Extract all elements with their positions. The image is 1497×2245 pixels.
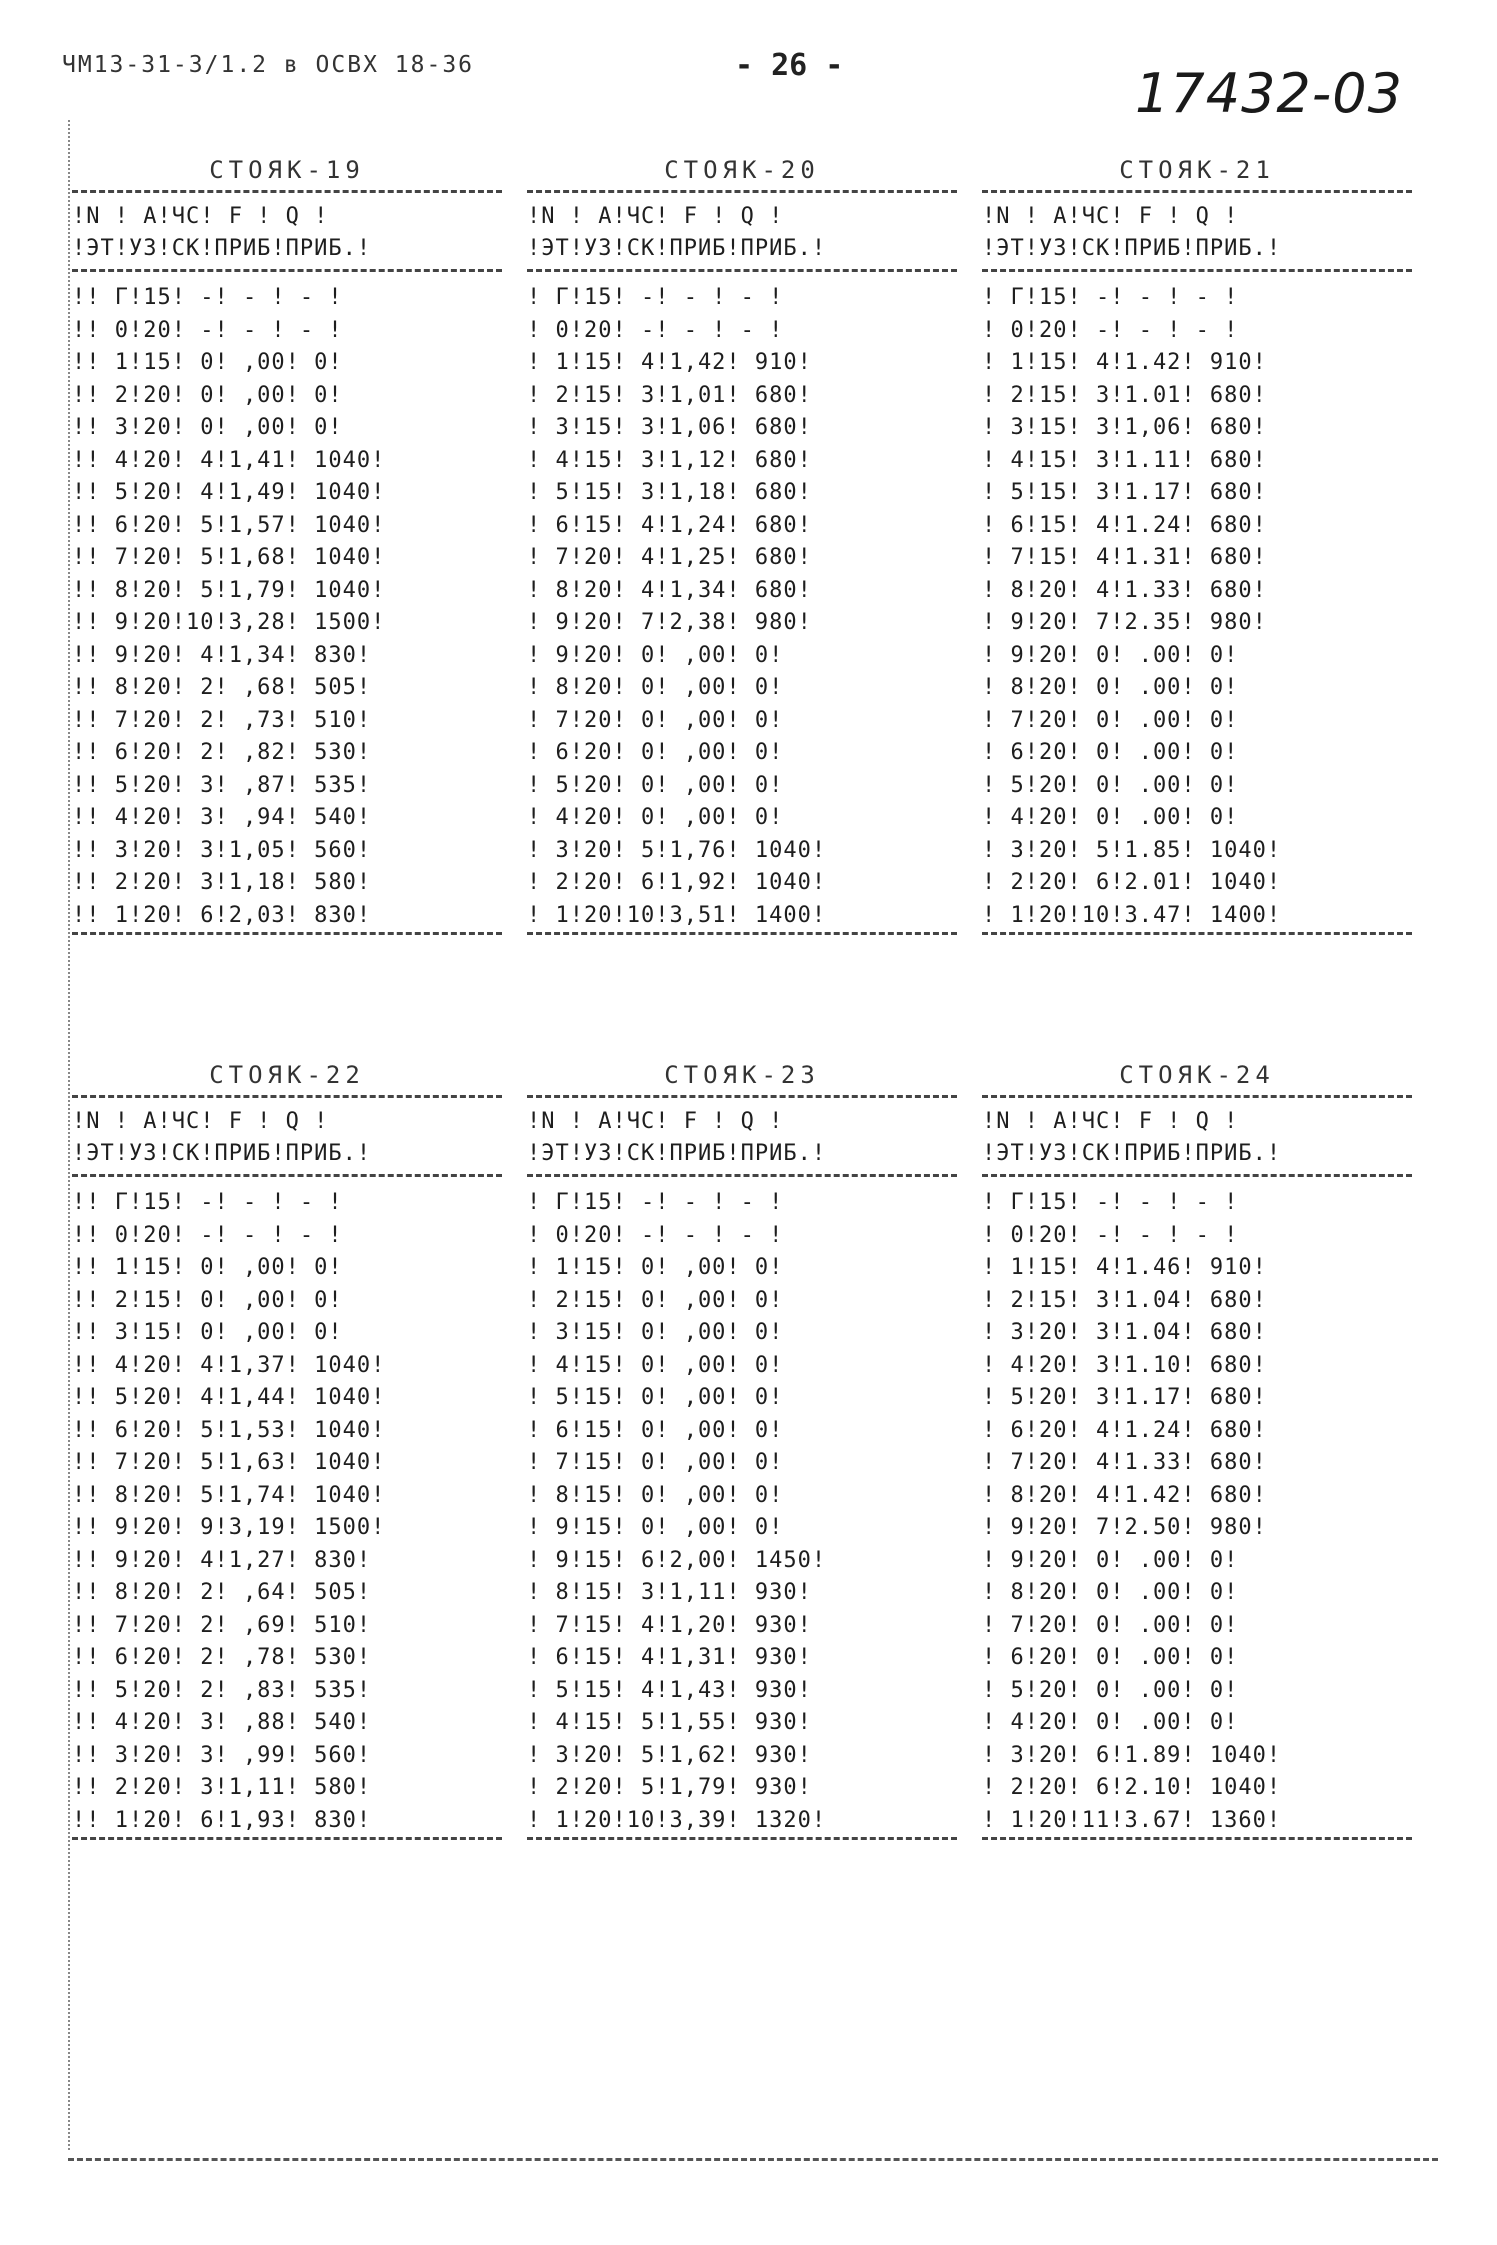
table-row: !! 8!20! 2! ,64! 505! (72, 1580, 372, 1605)
table-row: ! 2!15! 3!1.01! 680! (982, 382, 1267, 408)
column-header (527, 193, 957, 269)
table-row: !! 8!20! 2! ,68! 505! (72, 675, 372, 700)
table-row: ! 8!15! 0! ,00! 0! (527, 1482, 784, 1508)
table-row: ! 1!15! 4!1.42! 910! (982, 350, 1267, 375)
table-row: !! 1!20! 6!1,93! 830! (72, 1807, 372, 1833)
column-header-line-2: !ЭТ!УЗ!СК!ПРИБ!ПРИБ.! (527, 1141, 827, 1166)
riser-table-21 (982, 150, 1412, 935)
table-row: !! 4!20! 3! ,88! 540! (72, 1710, 372, 1735)
table-rows (527, 272, 957, 932)
table-row: ! 8!20! 4!1.33! 680! (982, 577, 1267, 603)
table-row: !! 9!20!10!3,28! 1500! (72, 610, 386, 635)
table-row: ! 9!20! 7!2.50! 980! (982, 1515, 1267, 1540)
column-header (527, 1098, 957, 1174)
table-row: ! 2!15! 3!1,01! 680! (527, 382, 812, 408)
column-header-line-2: !ЭТ!УЗ!СК!ПРИБ!ПРИБ.! (982, 236, 1282, 261)
riser-table-19 (72, 150, 502, 935)
column-header-line-1: !N ! А!ЧС! F ! Q ! (527, 204, 784, 229)
riser-table-23 (527, 1055, 957, 1840)
riser-title: СТОЯК-22 (209, 1061, 365, 1089)
column-header-line-1: !N ! А!ЧС! F ! Q ! (982, 204, 1239, 229)
table-row: ! 0!20! -! - ! - ! (982, 1222, 1239, 1248)
bottom-dashed-rule (68, 2158, 1438, 2161)
table-row: !! 5!20! 2! ,83! 535! (72, 1677, 372, 1703)
table-row: ! 4!20! 3!1.10! 680! (982, 1352, 1267, 1378)
table-row: ! 4!15! 3!1,12! 680! (527, 447, 812, 473)
table-row: !! 2!15! 0! ,00! 0! (72, 1287, 343, 1313)
table-row: !! Г!15! -! - ! - ! (72, 285, 343, 310)
table-row: !! 6!20! 5!1,57! 1040! (72, 512, 386, 538)
table-row: ! 6!20! 0! .00! 0! (982, 1645, 1239, 1670)
table-row: ! 1!20!11!3.67! 1360! (982, 1807, 1282, 1833)
column-header-line-1: !N ! А!ЧС! F ! Q ! (527, 1109, 784, 1134)
table-row: ! 0!20! -! - ! - ! (982, 317, 1239, 343)
table-row: !! 6!20! 2! ,82! 530! (72, 740, 372, 765)
table-row: ! 3!20! 5!1,76! 1040! (527, 837, 827, 863)
table-row: ! 5!20! 0! .00! 0! (982, 1677, 1239, 1703)
table-row: ! 8!20! 4!1.42! 680! (982, 1482, 1267, 1508)
dashed-divider (72, 1837, 502, 1840)
table-row: !! 2!20! 3!1,11! 580! (72, 1775, 372, 1800)
table-row: !! 2!20! 3!1,18! 580! (72, 870, 372, 895)
table-row: ! 7!20! 4!1,25! 680! (527, 545, 812, 570)
table-row: !! 9!20! 9!3,19! 1500! (72, 1515, 386, 1540)
table-row: ! 1!20!10!3,39! 1320! (527, 1807, 827, 1833)
table-row: ! 1!20!10!3.47! 1400! (982, 902, 1282, 928)
table-row: ! 7!15! 4!1.31! 680! (982, 545, 1267, 570)
riser-table-20 (527, 150, 957, 935)
table-row: ! 6!20! 4!1.24! 680! (982, 1417, 1267, 1443)
table-row: !! 5!20! 4!1,44! 1040! (72, 1385, 386, 1410)
table-row: !! 5!20! 4!1,49! 1040! (72, 480, 386, 505)
table-row: ! 7!15! 4!1,20! 930! (527, 1612, 812, 1638)
column-header (982, 193, 1412, 269)
table-row: ! 5!15! 0! ,00! 0! (527, 1385, 784, 1410)
table-row: ! 2!15! 3!1.04! 680! (982, 1287, 1267, 1313)
table-row: !! 9!20! 4!1,27! 830! (72, 1547, 372, 1573)
table-row: ! 7!20! 0! ,00! 0! (527, 707, 784, 733)
table-row: !! 7!20! 5!1,68! 1040! (72, 545, 386, 570)
dashed-divider (982, 1837, 1412, 1840)
table-row: !! 6!20! 2! ,78! 530! (72, 1645, 372, 1670)
table-row: ! 9!15! 0! ,00! 0! (527, 1515, 784, 1540)
table-row: !! 3!20! 3!1,05! 560! (72, 837, 372, 863)
table-row: ! 4!15! 0! ,00! 0! (527, 1352, 784, 1378)
table-row: ! 8!20! 0! .00! 0! (982, 675, 1239, 700)
table-rows (982, 272, 1412, 932)
table-row: ! 4!20! 0! .00! 0! (982, 805, 1239, 830)
table-row: !! 5!20! 3! ,87! 535! (72, 772, 372, 798)
table-row: ! 8!15! 3!1,11! 930! (527, 1580, 812, 1605)
table-row: !! 7!20! 5!1,63! 1040! (72, 1450, 386, 1475)
dashed-divider (527, 932, 957, 935)
table-row: ! 5!15! 4!1,43! 930! (527, 1677, 812, 1703)
table-row: !! 4!20! 4!1,41! 1040! (72, 447, 386, 473)
table-row: ! 3!20! 3!1.04! 680! (982, 1320, 1267, 1345)
table-row: ! 3!15! 3!1,06! 680! (982, 415, 1267, 440)
column-header (72, 193, 502, 269)
table-row: !! 2!20! 0! ,00! 0! (72, 382, 343, 408)
table-row: ! 2!15! 0! ,00! 0! (527, 1287, 784, 1313)
document-id: 17432-03 (1135, 62, 1403, 125)
table-row: ! 9!15! 6!2,00! 1450! (527, 1547, 827, 1573)
table-row: ! 2!20! 6!1,92! 1040! (527, 870, 827, 895)
riser-table-22 (72, 1055, 502, 1840)
column-header-line-2: !ЭТ!УЗ!СК!ПРИБ!ПРИБ.! (72, 1141, 372, 1166)
table-row: ! 4!15! 3!1.11! 680! (982, 447, 1267, 473)
table-row: ! 1!15! 4!1,42! 910! (527, 350, 812, 375)
column-header-line-1: !N ! А!ЧС! F ! Q ! (72, 1109, 329, 1134)
table-row: !! 3!20! 3! ,99! 560! (72, 1742, 372, 1768)
table-row: ! 6!15! 4!1,24! 680! (527, 512, 812, 538)
table-row: ! 7!15! 0! ,00! 0! (527, 1450, 784, 1475)
dashed-divider (72, 932, 502, 935)
table-rows (72, 1177, 502, 1837)
table-row: ! 7!20! 0! .00! 0! (982, 1612, 1239, 1638)
table-rows (72, 272, 502, 932)
column-header (72, 1098, 502, 1174)
table-row: ! 2!20! 6!2.10! 1040! (982, 1775, 1282, 1800)
header-code: ЧМ13-31-3/1.2 в ОСВХ 18-36 (62, 52, 475, 78)
table-row: ! 9!20! 7!2,38! 980! (527, 610, 812, 635)
table-row: ! 1!15! 4!1.46! 910! (982, 1255, 1267, 1280)
riser-table-24 (982, 1055, 1412, 1840)
riser-title: СТОЯК-20 (664, 156, 820, 184)
riser-title: СТОЯК-23 (664, 1061, 820, 1089)
riser-table-group-2 (72, 1055, 1442, 1985)
table-row: ! 6!15! 4!1.24! 680! (982, 512, 1267, 538)
dashed-divider (527, 1837, 957, 1840)
column-header-line-2: !ЭТ!УЗ!СК!ПРИБ!ПРИБ.! (527, 236, 827, 261)
table-row: ! 3!20! 5!1.85! 1040! (982, 837, 1282, 863)
table-row: ! 9!20! 7!2.35! 980! (982, 610, 1267, 635)
table-row: ! Г!15! -! - ! - ! (982, 1190, 1239, 1215)
table-row: ! 6!15! 0! ,00! 0! (527, 1417, 784, 1443)
table-row: ! 6!20! 0! .00! 0! (982, 740, 1239, 765)
riser-title: СТОЯК-24 (1119, 1061, 1275, 1089)
table-row: !! 4!20! 4!1,37! 1040! (72, 1352, 386, 1378)
table-rows (982, 1177, 1412, 1837)
table-row: ! 4!20! 0! .00! 0! (982, 1710, 1239, 1735)
column-header-line-2: !ЭТ!УЗ!СК!ПРИБ!ПРИБ.! (982, 1141, 1282, 1166)
table-row: !! 4!20! 3! ,94! 540! (72, 805, 372, 830)
table-row: ! 0!20! -! - ! - ! (527, 1222, 784, 1248)
table-row: !! 7!20! 2! ,69! 510! (72, 1612, 372, 1638)
riser-table-group-1 (72, 150, 1442, 1080)
table-row: !! 9!20! 4!1,34! 830! (72, 642, 372, 668)
column-header-line-1: !N ! А!ЧС! F ! Q ! (982, 1109, 1239, 1134)
table-row: ! 3!20! 5!1,62! 930! (527, 1742, 812, 1768)
table-row: !! 8!20! 5!1,74! 1040! (72, 1482, 386, 1508)
table-row: !! 0!20! -! - ! - ! (72, 1222, 343, 1248)
table-row: !! 3!20! 0! ,00! 0! (72, 415, 343, 440)
table-rows (527, 1177, 957, 1837)
table-row: ! 5!15! 3!1.17! 680! (982, 480, 1267, 505)
column-header (982, 1098, 1412, 1174)
table-row: ! 9!20! 0! .00! 0! (982, 642, 1239, 668)
table-row: ! 9!20! 0! .00! 0! (982, 1547, 1239, 1573)
table-row: !! 6!20! 5!1,53! 1040! (72, 1417, 386, 1443)
table-row: !! 3!15! 0! ,00! 0! (72, 1320, 343, 1345)
table-row: ! 1!15! 0! ,00! 0! (527, 1255, 784, 1280)
table-row: ! 0!20! -! - ! - ! (527, 317, 784, 343)
table-row: !! Г!15! -! - ! - ! (72, 1190, 343, 1215)
table-row: !! 1!15! 0! ,00! 0! (72, 1255, 343, 1280)
table-row: ! 3!15! 0! ,00! 0! (527, 1320, 784, 1345)
table-row: ! 6!20! 0! ,00! 0! (527, 740, 784, 765)
table-row: ! 3!15! 3!1,06! 680! (527, 415, 812, 440)
table-row: ! 1!20!10!3,51! 1400! (527, 902, 827, 928)
table-row: ! 7!20! 0! .00! 0! (982, 707, 1239, 733)
table-row: !! 8!20! 5!1,79! 1040! (72, 577, 386, 603)
table-row: ! 8!20! 4!1,34! 680! (527, 577, 812, 603)
riser-title: СТОЯК-21 (1119, 156, 1275, 184)
table-row: ! 8!20! 0! .00! 0! (982, 1580, 1239, 1605)
table-row: !! 7!20! 2! ,73! 510! (72, 707, 372, 733)
column-header-line-2: !ЭТ!УЗ!СК!ПРИБ!ПРИБ.! (72, 236, 372, 261)
table-row: !! 0!20! -! - ! - ! (72, 317, 343, 343)
table-row: !! 1!20! 6!2,03! 830! (72, 902, 372, 928)
page-number: - 26 - (735, 48, 844, 83)
table-row: ! 2!20! 6!2.01! 1040! (982, 870, 1282, 895)
table-row: ! Г!15! -! - ! - ! (982, 285, 1239, 310)
table-row: ! 4!20! 0! ,00! 0! (527, 805, 784, 830)
table-row: ! Г!15! -! - ! - ! (527, 1190, 784, 1215)
table-row: ! 7!20! 4!1.33! 680! (982, 1450, 1267, 1475)
dashed-divider (982, 932, 1412, 935)
table-row: ! 3!20! 6!1.89! 1040! (982, 1742, 1282, 1768)
table-row: ! 5!20! 0! .00! 0! (982, 772, 1239, 798)
table-row: ! Г!15! -! - ! - ! (527, 285, 784, 310)
table-row: ! 5!20! 0! ,00! 0! (527, 772, 784, 798)
table-row: ! 8!20! 0! ,00! 0! (527, 675, 784, 700)
table-row: ! 2!20! 5!1,79! 930! (527, 1775, 812, 1800)
column-header-line-1: !N ! А!ЧС! F ! Q ! (72, 204, 329, 229)
table-row: ! 5!20! 3!1.17! 680! (982, 1385, 1267, 1410)
riser-title: СТОЯК-19 (209, 156, 365, 184)
table-row: !! 1!15! 0! ,00! 0! (72, 350, 343, 375)
table-row: ! 4!15! 5!1,55! 930! (527, 1710, 812, 1735)
table-row: ! 9!20! 0! ,00! 0! (527, 642, 784, 668)
table-row: ! 5!15! 3!1,18! 680! (527, 480, 812, 505)
table-row: ! 6!15! 4!1,31! 930! (527, 1645, 812, 1670)
